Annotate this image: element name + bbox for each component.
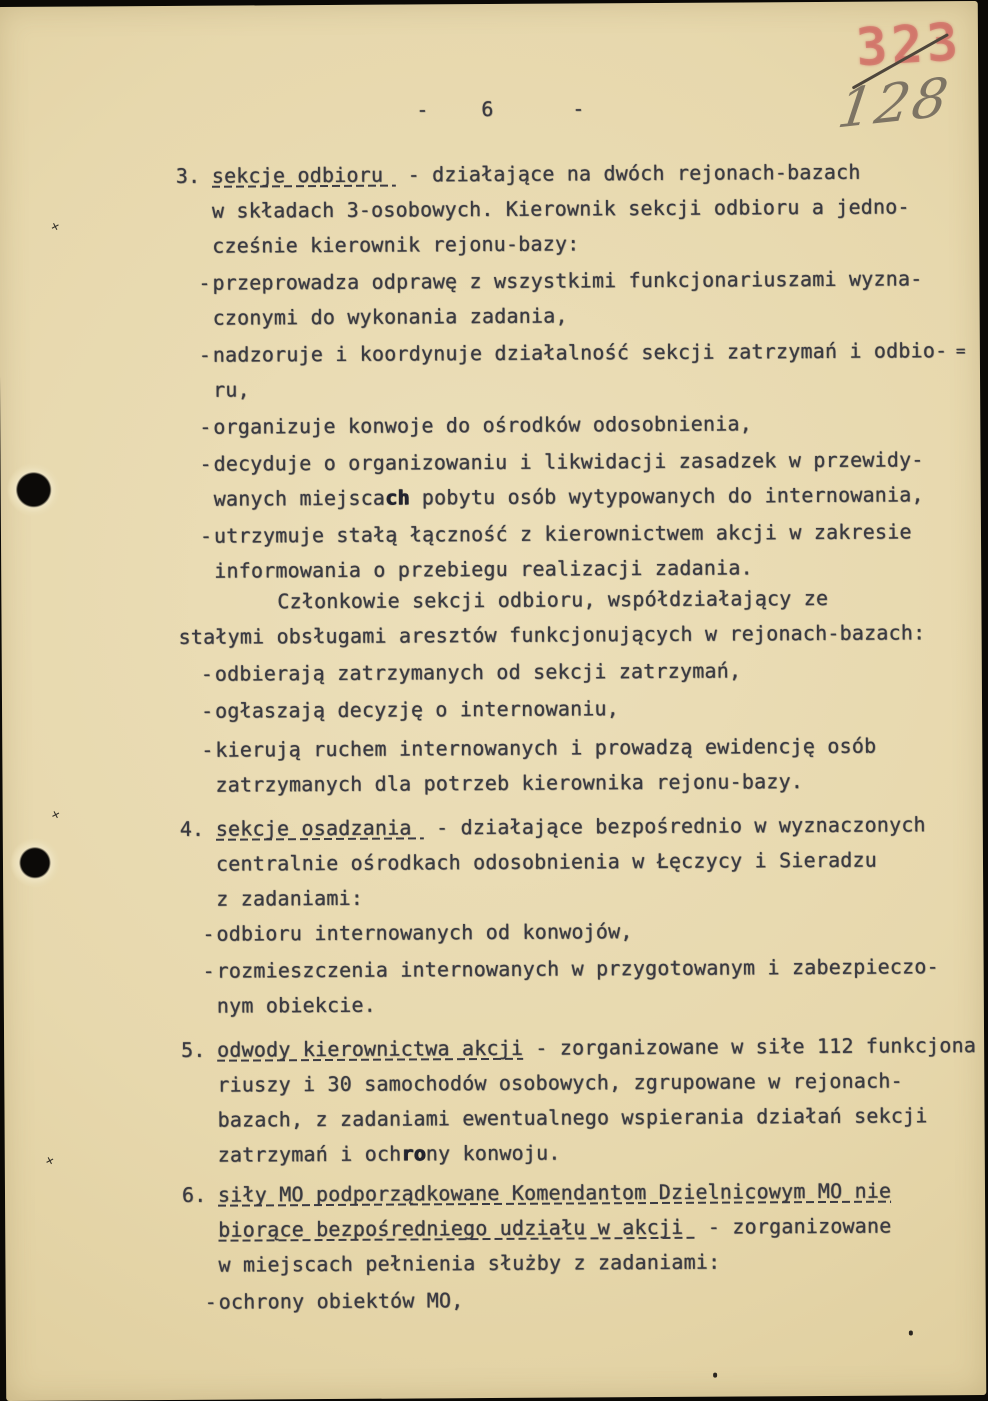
item-text-line: bazach, z zadaniami ewentualnego wspierania działań sekcji (217, 1103, 928, 1132)
bullet-dash: - (200, 698, 214, 723)
handwritten-page-number: 128 (833, 65, 954, 141)
text-segment: wanych miejsca (213, 485, 386, 511)
list-item-3 (176, 154, 987, 264)
bullet-item (177, 442, 986, 517)
item-title-rest: - zorganizowane (695, 1213, 892, 1239)
item-number: 3. (175, 163, 201, 188)
bullet-item (181, 949, 987, 1024)
paragraph-line: stałymi obsługami aresztów funkcjonujących w rejonach-bazach: (178, 620, 926, 649)
bullet-body (215, 652, 987, 692)
bullet-text-line: nym obiekcie. (216, 992, 377, 1018)
bullet-dash: - (199, 523, 213, 548)
item-number: 5. (181, 1037, 206, 1062)
bullet-dash: - (199, 451, 212, 476)
item-text-line: w składach 3-osobowych. Kierownik sekcji odbioru a jedno- (211, 194, 910, 223)
bullet-text-line: ochrony obiektów MO, (218, 1288, 464, 1314)
list-item-4 (180, 807, 987, 917)
bullet-dash: - (204, 1289, 217, 1314)
text-segment: pobytu osób wytypowanych do internowania, (409, 482, 924, 510)
item-title-underlined: sekcje odbioru (211, 162, 396, 188)
bullet-dash: - (198, 342, 212, 367)
item-number: 6. (181, 1182, 207, 1207)
bullet-text-line: czonymi do wykonania zadania, (212, 303, 568, 330)
item-body (217, 1028, 986, 1173)
list-item-5 (181, 1028, 986, 1173)
item-number: 4. (179, 816, 205, 841)
paper-sheet (0, 1, 986, 1401)
bullet-text-line: odbierają zatrzymanych od sekcji zatrzymań, (214, 658, 742, 686)
margin-smudge-mark: × (49, 218, 62, 236)
page-header-left-dash: - (416, 97, 429, 122)
bullet-item (183, 1280, 987, 1320)
bullet-dash: - (202, 921, 215, 946)
paragraph (178, 580, 986, 655)
bullet-body (219, 1280, 987, 1320)
bullet-text-line: odbioru internowanych od konwojów, (216, 919, 633, 946)
bullet-text-line: zatrzymanych dla potrzeb kierownika rejonu-bazy. (215, 769, 804, 797)
item-title-underlined: sekcje osadzania (215, 815, 424, 841)
item-title-line (212, 154, 987, 194)
item-body (212, 154, 987, 264)
item-text-line: centralnie ośrodkach odosobnienia w Łęczycy i Sieradzu (215, 847, 878, 876)
bullet-dash: - (201, 737, 214, 762)
bullet-item (176, 261, 986, 336)
bullet-text-line: ru, (213, 377, 250, 402)
bullet-text-line: kierują ruchem internowanych i prowadzą ewidencję osób (215, 733, 877, 762)
bullet-dash: - (198, 270, 211, 295)
bullet-text-line: utrzymuje stałą łączność z kierownictwem akcji w zakresie (213, 519, 912, 548)
item-body (218, 1173, 986, 1283)
bullet-text-line: rozmieszczenia internowanych w przygotowanym i zabezpieczo- (216, 954, 939, 983)
bullet-item (179, 728, 986, 803)
bullet-text-line: decyduje o organizowaniu i likwidacji zasadzek w przewidy- (213, 447, 924, 476)
bullet-text-line: informowania o przebiegu realizacji zadania. (214, 555, 753, 583)
page-header-right-dash: - (572, 96, 585, 121)
bullet-dash: - (200, 661, 214, 686)
document-body (176, 154, 987, 1320)
page-number: 6 (481, 96, 494, 122)
bullet-item (178, 514, 986, 589)
bullet-item (177, 333, 986, 408)
margin-equals-mark: = (955, 341, 966, 361)
bullet-body (214, 514, 986, 589)
item-title-line (218, 1208, 986, 1248)
bullet-item (177, 405, 986, 445)
item-title-line (216, 807, 987, 847)
bullet-item (179, 652, 987, 692)
margin-smudge-mark: × (49, 806, 62, 824)
bullet-body (213, 333, 986, 408)
bullet-dash: - (202, 958, 215, 983)
paper-speck (713, 1373, 717, 1378)
item-title-line (217, 1028, 986, 1068)
item-title-rest: - zorganizowane w siłe 112 funkcjona (523, 1033, 977, 1060)
punch-hole-top (7, 463, 61, 517)
punch-hole-bottom (10, 838, 60, 888)
bullet-body (217, 949, 987, 1024)
item-title-underlined: siły MO podporządkowane Komendantom Dzielnicowym MO nie (217, 1178, 892, 1207)
list-item-6 (182, 1173, 986, 1283)
item-title-underlined: odwody kierownictwa akcji (217, 1035, 524, 1062)
bullet-item (179, 689, 986, 729)
item-text-line (218, 1133, 987, 1173)
item-text-line: z zadaniami: (216, 885, 364, 911)
overtyped-text: ro (401, 1141, 426, 1166)
text-segment: ny konwoju. (425, 1140, 561, 1166)
stamped-number: 323 (854, 12, 964, 79)
item-title-rest: - działające na dwóch rejonach-bazach (395, 159, 861, 187)
bullet-body (215, 689, 986, 729)
paper-speck (909, 1330, 913, 1335)
item-title-line (218, 1173, 986, 1213)
bullet-body (213, 442, 986, 517)
bullet-text-line (214, 477, 987, 517)
paragraph-line: Członkowie sekcji odbioru, współdziałający ze (277, 585, 829, 614)
item-text-line: w miejscach pełnienia służby z zadaniami: (218, 1249, 721, 1277)
margin-smudge-mark: × (43, 1152, 56, 1170)
bullet-body (212, 261, 986, 336)
item-text-line: cześnie kierownik rejonu-bazy: (212, 231, 580, 258)
text-segment: zatrzymań i och (217, 1141, 402, 1167)
item-body (216, 807, 987, 917)
bullet-text-line: przeprowadza odprawę z wszystkimi funkcjonariuszami wyzna- (212, 266, 923, 295)
bullet-text-line: ogłaszają decyzję o internowaniu, (214, 696, 620, 723)
bullet-text-line: organizuje konwoje do ośrodków odosobnienia, (213, 411, 752, 439)
item-text-line: riuszy i 30 samochodów osobowych, zgrupowane w rejonach- (217, 1068, 903, 1097)
bullet-body (213, 405, 986, 445)
bullet-body (215, 728, 986, 803)
item-title-rest: - działające bezpośrednio w wyznaczonych (423, 812, 926, 840)
bullet-body (216, 912, 986, 952)
overtyped-text: ch (385, 485, 410, 510)
bullet-item (180, 912, 986, 952)
bullet-text-line: nadzoruje i koordynuje działalność sekcji zatrzymań i odbio- (212, 338, 948, 367)
bullet-dash: - (199, 414, 212, 439)
item-title-underlined: biorące bezpośredniego udziału w akcji (218, 1214, 696, 1242)
